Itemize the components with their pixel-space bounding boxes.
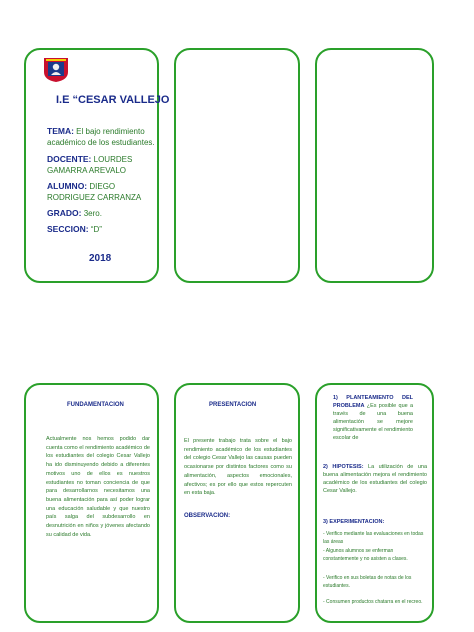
hipotesis-text: La utilización de una buena alimentación mejora el rendimiento académico de los estudiantes del colegio Cesar Vallejo. <box>323 464 428 494</box>
experimentacion-item: - Consumen productos chatarra en el recreo. <box>323 599 423 605</box>
experimentacion-heading <box>323 518 427 526</box>
planteamiento-section <box>333 394 413 442</box>
blank-panel-2 <box>315 48 434 283</box>
experimentacion-item: - Verifico mediante las evaluaciones en todas las áreas <box>323 531 424 545</box>
seccion-label: SECCION: <box>47 224 89 234</box>
tema-field <box>47 126 157 148</box>
grado-label: GRADO: <box>47 208 82 218</box>
blank-panel-1 <box>174 48 300 283</box>
plan-panel <box>315 383 434 623</box>
presentacion-text: El presente trabajo trata sobre el bajo rendimiento académico de los estudiantes del colegio Cesar Vallejo las causas pueden ocasionarse por distintos factores como su alimentación, aspectos emocionales, afectivos; es por ello que estos repercuten en esta baja. <box>184 438 292 497</box>
docente-field <box>47 154 157 176</box>
docente-value: LOURDES GAMARRA AREVALO <box>47 155 133 175</box>
experimentacion-item: - Algunos alumnos se enferman constantemente y no asisten a clases. <box>323 548 408 562</box>
planteamiento-text: ¿Es posible que a través de una buena alimentación se mejore significativamente el rendimiento escolar de <box>333 403 414 441</box>
school-name: I.E “CESAR VALLEJO <box>56 94 170 106</box>
experimentacion-label: 3) EXPERIMENTACION: <box>323 519 385 525</box>
experimentacion-item: - Verifico en sus boletas de notas de los estudiantes. <box>323 575 412 589</box>
school-crest-icon <box>43 57 69 83</box>
presentacion-panel <box>174 383 300 623</box>
observacion-heading: OBSERVACION: <box>184 513 231 519</box>
grado-field <box>47 208 157 219</box>
presentacion-heading: PRESENTACION <box>209 402 257 408</box>
seccion-value: “D” <box>90 225 102 234</box>
docente-label: DOCENTE: <box>47 154 92 164</box>
hipotesis-section <box>323 463 427 495</box>
planteamiento-label: 1) PLANTEAMIENTO DEL PROBLEMA <box>333 395 413 409</box>
fundamentacion-heading: FUNDAMENTACION <box>67 402 124 408</box>
seccion-field <box>47 224 157 235</box>
year: 2018 <box>89 253 112 264</box>
tema-label: TEMA: <box>47 126 74 136</box>
fundamentacion-panel <box>24 383 159 623</box>
alumno-field <box>47 181 157 203</box>
cover-panel <box>24 48 170 283</box>
hipotesis-label: 2) HIPOTESIS: <box>323 464 364 470</box>
alumno-label: ALUMNO: <box>47 181 88 191</box>
grado-value: 3ero. <box>83 209 102 218</box>
fundamentacion-text: Actualmente nos hemos podido dar cuenta como el rendimiento académico de los estudiantes del colegio Cesar Vallejo ha ido disminuyendo debido a diferentes motivos uno de ellos es nuestros estudiantes no toman conciencia de que para desarrollarnos necesitamos una buena alimentación para así poder lograr una educación saludable y que nuestro país salga del subdesarrollo en desnutrición en niños y jóvenes afectando su calidad de vida. <box>46 436 150 538</box>
alumno-value: DIEGO RODRIGUEZ CARRANZA <box>47 182 142 202</box>
tema-value: El bajo rendimiento académico de los estudiantes. <box>47 127 155 147</box>
